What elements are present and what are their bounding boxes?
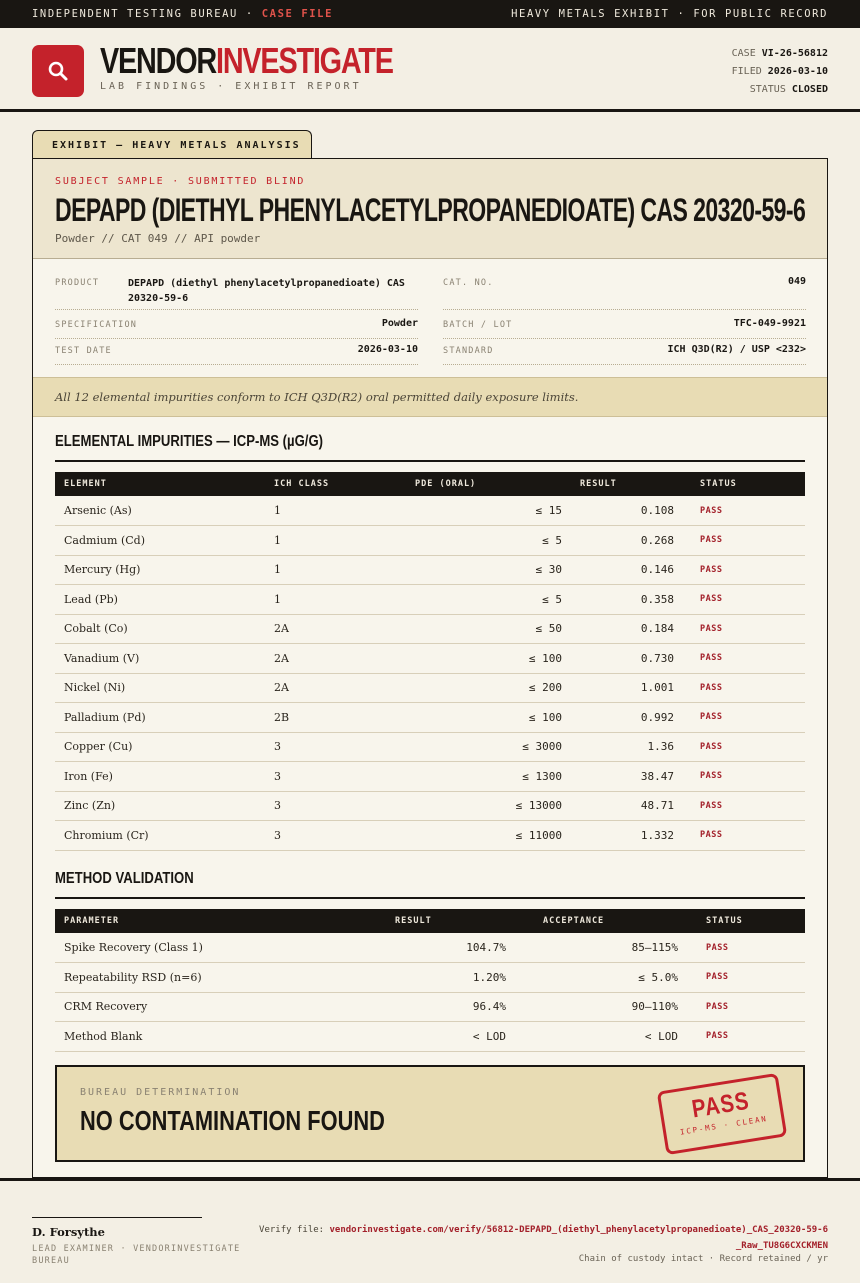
result-value: 1.332 (571, 821, 683, 851)
status-badge: PASS (683, 496, 805, 526)
ich-class: 2A (265, 644, 375, 674)
result-value: 1.001 (571, 673, 683, 703)
result-value: 0.146 (571, 555, 683, 585)
case-number: VI-26-56812 (761, 48, 828, 59)
table-row (55, 732, 805, 762)
spec-specification-value: Powder (381, 318, 418, 329)
status-badge: PASS (683, 791, 805, 821)
case-file-label: CASE FILE (261, 8, 334, 20)
table-row (55, 644, 805, 674)
col-header-val-result[interactable]: RESULT (355, 909, 515, 933)
spec-test-date-value: 2026-03-10 (357, 344, 418, 355)
case-info (732, 45, 828, 99)
status-badge: PASS (683, 526, 805, 556)
examiner-name: D. Forsythe (32, 1225, 105, 1239)
result-value: 0.730 (571, 644, 683, 674)
status-badge: PASS (683, 821, 805, 851)
top-bar-left (32, 8, 333, 20)
acceptance-criteria: 90–110% (515, 992, 687, 1022)
parameter-result: 96.4% (355, 992, 515, 1022)
verify-block (258, 1222, 828, 1254)
spec-cat (443, 276, 806, 310)
brand-wordmark[interactable] (100, 40, 393, 82)
col-header-acceptance[interactable]: ACCEPTANCE (515, 909, 687, 933)
pass-stamp (657, 1073, 788, 1155)
table-row (55, 821, 805, 851)
element-name: Arsenic (As) (55, 496, 265, 526)
top-bar (0, 0, 860, 28)
status-badge: PASS (687, 963, 805, 993)
conformance-note: All 12 elemental impurities conform to ICH Q3D(R2) oral permitted daily exposure limits. (33, 377, 827, 417)
custody-note: Chain of custody intact · Record retained / yr (578, 1254, 828, 1264)
logo-badge[interactable] (32, 45, 84, 97)
parameter-result: < LOD (355, 1022, 515, 1052)
col-header-pde[interactable]: PDE (ORAL) (375, 472, 571, 496)
stamp-main-text: PASS (689, 1086, 752, 1124)
col-header-parameter[interactable]: PARAMETER (55, 909, 355, 933)
bureau-determination (55, 1065, 805, 1162)
validation-table (55, 909, 805, 1052)
ich-class: 1 (265, 555, 375, 585)
status-badge: PASS (683, 644, 805, 674)
pde-limit: ≤ 13000 (375, 791, 571, 821)
parameter-result: 1.20% (355, 963, 515, 993)
validation-rule (55, 897, 805, 899)
pde-limit: ≤ 30 (375, 555, 571, 585)
parameter-name: CRM Recovery (55, 992, 355, 1022)
ich-class: 3 (265, 821, 375, 851)
exhibit-tab[interactable]: EXHIBIT — HEAVY METALS ANALYSIS (32, 130, 312, 159)
ich-class: 3 (265, 762, 375, 792)
determination-label: BUREAU DETERMINATION (80, 1087, 241, 1098)
acceptance-criteria: < LOD (515, 1022, 687, 1052)
status-badge: PASS (683, 673, 805, 703)
stamp-sub-text: ICP-MS · CLEAN (679, 1113, 769, 1137)
top-bar-right: HEAVY METALS EXHIBIT · FOR PUBLIC RECORD (511, 8, 828, 20)
filed-label: FILED (731, 66, 762, 77)
element-name: Mercury (Hg) (55, 555, 265, 585)
result-value: 48.71 (571, 791, 683, 821)
subject-kicker: SUBJECT SAMPLE · SUBMITTED BLIND (55, 176, 306, 187)
pde-limit: ≤ 3000 (375, 732, 571, 762)
spec-batch (443, 318, 806, 339)
verify-link[interactable]: vendorinvestigate.com/verify/56812-DEPAPD_(diethyl_phenylacetylpropanedioate)_CAS_20320-59-6_Raw_TU8G6CXCKMEN (329, 1225, 828, 1251)
exhibit-panel (32, 158, 828, 1178)
magnifier-icon (47, 60, 69, 82)
brand-part-vendor: VENDOR (100, 40, 217, 81)
subject-header (33, 159, 827, 259)
spec-test-date-label: TEST DATE (55, 346, 112, 356)
spec-standard-label: STANDARD (443, 346, 494, 356)
table-row (55, 555, 805, 585)
status-badge: PASS (683, 555, 805, 585)
status-label: STATUS (749, 84, 786, 95)
table-row (55, 1022, 805, 1052)
pde-limit: ≤ 15 (375, 496, 571, 526)
spec-product-label: PRODUCT (55, 278, 100, 288)
table-row (55, 614, 805, 644)
verify-label: Verify file: (259, 1225, 325, 1235)
validation-header-row (55, 909, 805, 933)
result-value: 0.992 (571, 703, 683, 733)
table-row (55, 992, 805, 1022)
parameter-name: Method Blank (55, 1022, 355, 1052)
impurities-table (55, 472, 805, 851)
table-row (55, 526, 805, 556)
status-badge: PASS (683, 703, 805, 733)
footer-rule (0, 1178, 860, 1181)
site-header (0, 28, 860, 112)
element-name: Lead (Pb) (55, 585, 265, 615)
status-badge: PASS (683, 585, 805, 615)
ich-class: 2A (265, 614, 375, 644)
spec-batch-label: BATCH / LOT (443, 320, 513, 330)
element-name: Vanadium (V) (55, 644, 265, 674)
table-row (55, 673, 805, 703)
filed-date: 2026-03-10 (767, 66, 828, 77)
pde-limit: ≤ 5 (375, 585, 571, 615)
table-row (55, 933, 805, 963)
brand-subtitle: LAB FINDINGS · EXHIBIT REPORT (100, 81, 362, 92)
pde-limit: ≤ 1300 (375, 762, 571, 792)
bureau-label: INDEPENDENT TESTING BUREAU · (32, 8, 262, 20)
status-badge: PASS (687, 992, 805, 1022)
status-badge: PASS (683, 732, 805, 762)
spec-specification-label: SPECIFICATION (55, 320, 138, 330)
element-name: Iron (Fe) (55, 762, 265, 792)
element-name: Zinc (Zn) (55, 791, 265, 821)
impurities-header-row (55, 472, 805, 496)
table-row (55, 585, 805, 615)
status-badge: PASS (687, 933, 805, 963)
parameter-name: Repeatability RSD (n=6) (55, 963, 355, 993)
spec-product (55, 276, 418, 310)
ich-class: 3 (265, 791, 375, 821)
acceptance-criteria: 85–115% (515, 933, 687, 963)
pde-limit: ≤ 100 (375, 644, 571, 674)
ich-class: 2B (265, 703, 375, 733)
signature-line (32, 1217, 202, 1218)
element-name: Chromium (Cr) (55, 821, 265, 851)
table-row (55, 762, 805, 792)
spec-cat-value: 049 (787, 276, 806, 287)
table-row (55, 496, 805, 526)
status-badge: PASS (687, 1022, 805, 1052)
subject-meta: Powder // CAT 049 // API powder (55, 232, 261, 245)
element-name: Palladium (Pd) (55, 703, 265, 733)
element-name: Cadmium (Cd) (55, 526, 265, 556)
impurities-title: ELEMENTAL IMPURITIES — ICP-MS (µG/G) (55, 433, 324, 450)
result-value: 38.47 (571, 762, 683, 792)
result-value: 1.36 (571, 732, 683, 762)
spec-standard-value: ICH Q3D(R2) / USP <232> (667, 344, 806, 355)
spec-specification (55, 318, 418, 339)
subject-title: DEPAPD (DIETHYL PHENYLACETYLPROPANEDIOATE) CAS 20320-59-6 (55, 192, 806, 228)
result-value: 0.108 (571, 496, 683, 526)
result-value: 0.268 (571, 526, 683, 556)
status-badge: PASS (683, 762, 805, 792)
pde-limit: ≤ 200 (375, 673, 571, 703)
status-badge: PASS (683, 614, 805, 644)
element-name: Cobalt (Co) (55, 614, 265, 644)
examiner-role: LEAD EXAMINER · VENDORINVESTIGATE BUREAU (32, 1244, 241, 1266)
col-header-element[interactable]: ELEMENT (55, 472, 265, 496)
ich-class: 1 (265, 496, 375, 526)
spec-product-value: DEPAPD (diethyl phenylacetylpropanedioate) CAS 20320-59-6 (128, 278, 405, 304)
spec-test-date (55, 344, 418, 365)
col-header-val-status[interactable]: STATUS (687, 909, 805, 933)
col-header-result[interactable]: RESULT (571, 472, 683, 496)
ich-class: 2A (265, 673, 375, 703)
parameter-name: Spike Recovery (Class 1) (55, 933, 355, 963)
col-header-ich-class[interactable]: ICH CLASS (265, 472, 375, 496)
pde-limit: ≤ 50 (375, 614, 571, 644)
parameter-result: 104.7% (355, 933, 515, 963)
col-header-status[interactable]: STATUS (683, 472, 805, 496)
impurities-rule (55, 460, 805, 462)
element-name: Nickel (Ni) (55, 673, 265, 703)
pde-limit: ≤ 5 (375, 526, 571, 556)
pde-limit: ≤ 11000 (375, 821, 571, 851)
table-row (55, 703, 805, 733)
spec-cat-label: CAT. NO. (443, 278, 494, 288)
spec-batch-value: TFC-049-9921 (733, 318, 806, 329)
ich-class: 3 (265, 732, 375, 762)
result-value: 0.184 (571, 614, 683, 644)
pde-limit: ≤ 100 (375, 703, 571, 733)
table-row (55, 963, 805, 993)
result-value: 0.358 (571, 585, 683, 615)
ich-class: 1 (265, 526, 375, 556)
acceptance-criteria: ≤ 5.0% (515, 963, 687, 993)
element-name: Copper (Cu) (55, 732, 265, 762)
spec-standard (443, 344, 806, 365)
ich-class: 1 (265, 585, 375, 615)
validation-title: METHOD VALIDATION (55, 870, 194, 887)
determination-value: NO CONTAMINATION FOUND (80, 1105, 385, 1136)
case-status: CLOSED (791, 84, 828, 95)
case-label: CASE (731, 48, 756, 59)
table-row (55, 791, 805, 821)
brand-part-investigate: INVESTIGATE (216, 40, 393, 81)
